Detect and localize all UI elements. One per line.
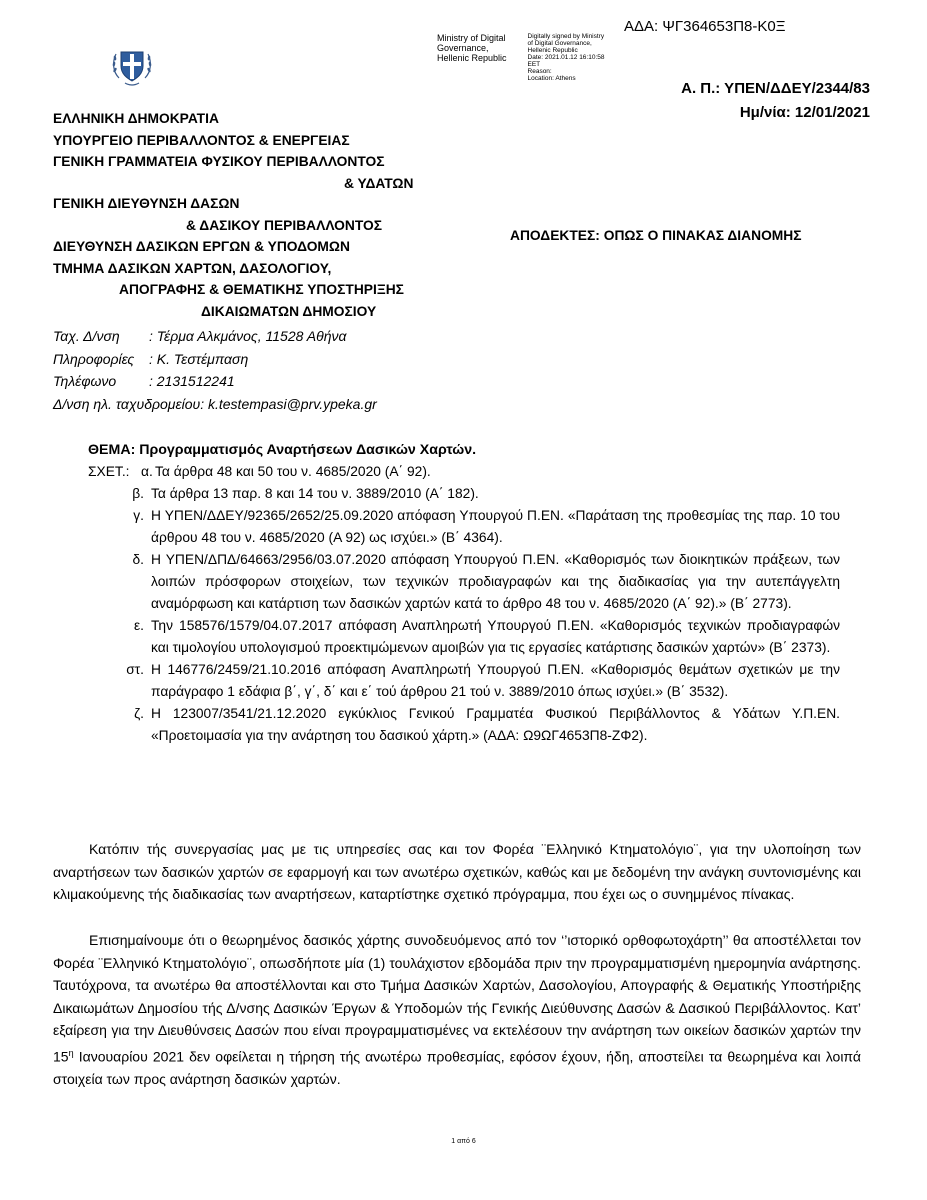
contact-address: Ταχ. Δ/νση : Τέρμα Αλκμάνος, 11528 Αθήνα — [53, 328, 347, 344]
reference-item: ε. Την 158576/1579/04.07.2017 απόφαση Αναπληρωτή Υπουργού Π.ΕΝ. «Καθορισμός τεχνικών προδιαγραφών και τιμολογίου υπολογισμού προεκτιμώμενων αμοιβών για τις εργασίες κατάρτισης δασικών χαρτών» (Β΄ 2373). — [134, 618, 840, 655]
contact-info-person: Πληροφορίες : Κ. Τεστέμπαση — [53, 350, 249, 367]
body-paragraph-1: Κατόπιν τής συνεργασίας μας με τις υπηρεσίες σας και τον Φορέα ¨Ελληνικό Κτηματολόγιο¨, για την υλοποίηση των αναρτήσεων των δασικών χαρτών σε εφαρμογή και των ανωτέρω σχετικών, καθώς και με δεδομένη την ανάγκη συντονισμένης και κλιμακούμενης τής διαδικασίας των αναρτήσεων, καταρτίστηκε σχετικό πρόγραμμα, που έχει ως ο συνημμένος πίνακας. — [53, 841, 861, 902]
digital-signature-stamp — [437, 33, 605, 82]
reference-item: στ. Η 146776/2459/21.10.2016 απόφαση Αναπληρωτή Υπουργού Π.ΕΝ. «Καθορισμός θεμάτων σχετικών με την παράγραφο 1 εδάφια β΄, γ΄, δ΄ και ε΄ τού άρθρου 21 τού ν. 3889/2010 όπως ισχύει.» (Β΄ 3532). — [126, 662, 840, 699]
body-paragraph-2: Επισημαίνουμε ότι ο θεωρημένος δασικός χάρτης συνοδευόμενος από τον ‘’ιστορικό ορθοφωτοχάρτη’’ θα αποστέλλεται τον Φορέα ¨Ελληνικό Κτηματολόγιο¨, οπωσδήποτε μία (1) τουλάχιστον εβδομάδα πριν την προγραμματισμένη ημερομηνία ανάρτησης. Ταυτόχρονα, τα ανωτέρω θα αποστέλλονται και στο Τμήμα Δασικών Χαρτών, Δασολογίου, Απογραφής & Θεματικής Υποστήριξης Δικαιωμάτων Δημοσίου τής Δ/νσης Δασικών Έργων & Υποδομών τής Γενικής Διεύθυνσης Δασών & Δασικού Περιβάλλοντος. Κατ’ εξαίρεση για την Διευθύνσεις Δασών που είναι προγραμματισμένες να εκτελέσουν την ανάρτηση των οικείων δασικών χαρτών την $15^\eta$ Ιανουαρίου 2021 δεν οφείλεται η τήρηση τής ανωτέρω προθεσμίας, εφόσον έχουν, ήδη, αποστείλει τα θεωρημένα και λοιπά στοιχεία των προς ανάρτηση δασικών χαρτών. — [53, 932, 861, 1087]
reference-item: γ. Η ΥΠΕΝ/ΔΔΕΥ/92365/2652/25.09.2020 απόφαση Υπουργού Π.ΕΝ. «Παράταση της προθεσμίας της παρ. 10 του άρθρου 48 του ν. 4685/2020 (Α 92) ως ισχύει.» (Β΄ 4364). — [133, 508, 840, 545]
protocol-number: Α. Π.: ΥΠΕΝ/ΔΔΕΥ/2344/83 — [681, 80, 870, 97]
related-references — [88, 461, 840, 747]
recipients-line: ΑΠΟΔΕΚΤΕΣ: ΟΠΩΣ Ο ΠΙΝΑΚΑΣ ΔΙΑΝΟΜΗΣ — [510, 228, 802, 243]
contact-email: Δ/νση ηλ. ταχυδρομείου: k.testempasi@prv.ypeka.gr — [53, 395, 377, 412]
reference-item: ΣΧΕΤ.: α. Τα άρθρα 48 και 50 του ν. 4685/2020 (Α΄ 92). — [88, 461, 840, 483]
contact-details — [53, 325, 377, 415]
sender-header-ministry: ΕΛΛΗΝΙΚΗ ΔΗΜΟΚΡΑΤΙΑ ΥΠΟΥΡΓΕΙΟ ΠΕΡΙΒΑΛΛΟΝΤΟΣ & ΕΝΕΡΓΕΙΑΣ ΓΕΝΙΚΗ ΓΡΑΜΜΑΤΕΙΑ ΦΥΣΙΚΟΥ ΠΕΡΙΒΑΛΛΟΝΤΟΣ & ΥΔΑΤΩΝ — [53, 111, 414, 191]
document-date: Ημ/νία: 12/01/2021 — [739, 104, 870, 121]
hellenic-republic-emblem-icon — [107, 40, 157, 90]
page-number: 1 από 6 — [451, 1138, 476, 1145]
references-prefix: ΣΧΕΤ.: — [88, 464, 130, 479]
sender-header-directorate: ΓΕΝΙΚΗ ΔΙΕΥΘΥΝΣΗ ΔΑΣΩΝ & ΔΑΣΙΚΟΥ ΠΕΡΙΒΑΛΛΟΝΤΟΣ ΔΙΕΥΘΥΝΣΗ ΔΑΣΙΚΩΝ ΕΡΓΩΝ & ΥΠΟΔΟΜΩΝ ΤΜΗΜΑ ΔΑΣΙΚΩΝ ΧΑΡΤΩΝ, ΔΑΣΟΛΟΓΙΟΥ, ΑΠΟΓΡΑΦΗΣ & ΘΕΜΑΤΙΚΗΣ ΥΠΟΣΤΗΡΙΞΗΣ ΔΙΚΑΙΩΜΑΤΩΝ ΔΗΜΟΣΙΟΥ — [53, 196, 404, 319]
signature-details: Digitally signed by Ministry of Digital Governance, Hellenic Republic Date: 2021.01.12 16:10:58 EET Reason: Location: Athens — [527, 33, 605, 82]
ada-code: ΑΔΑ: ΨΓ364653Π8-Κ0Ξ — [624, 18, 786, 35]
contact-phone: Τηλέφωνο : 2131512241 — [53, 373, 235, 389]
reference-item: δ. Η ΥΠΕΝ/ΔΠΔ/64663/2956/03.07.2020 απόφαση Υπουργού Π.ΕΝ. «Καθορισμός των διοικητικών πράξεων, των λοιπών πρόσφορων στοιχείων, των τεχνικών προδιαγραφών και της διαδικασίας για την αυτεπάγγελτη αναμόρφωση και κατάρτιση των δασικών χαρτών κατά το άρθρο 48 του ν. 4685/2020 (Α΄ 92).» (Β΄ 2773). — [132, 552, 840, 611]
reference-item: β. Τα άρθρα 13 παρ. 8 και 14 του ν. 3889/2010 (Α΄ 182). — [132, 486, 479, 501]
reference-item: ζ. Η 123007/3541/21.12.2020 εγκύκλιος Γενικού Γραμματέα Φυσικού Περιβάλλοντος & Υδάτων Υ.Π.ΕΝ. «Προετοιμασία για την ανάρτηση του δασικού χάρτη.» (ΑΔΑ: Ω9ΩΓ4653Π8-ΖΦ2). — [134, 706, 840, 743]
subject-line: ΘΕΜΑ: Προγραμματισμός Αναρτήσεων Δασικών Χαρτών. — [88, 442, 477, 458]
signature-signer: Ministry of Digital Governance, Hellenic Republic — [437, 33, 507, 63]
